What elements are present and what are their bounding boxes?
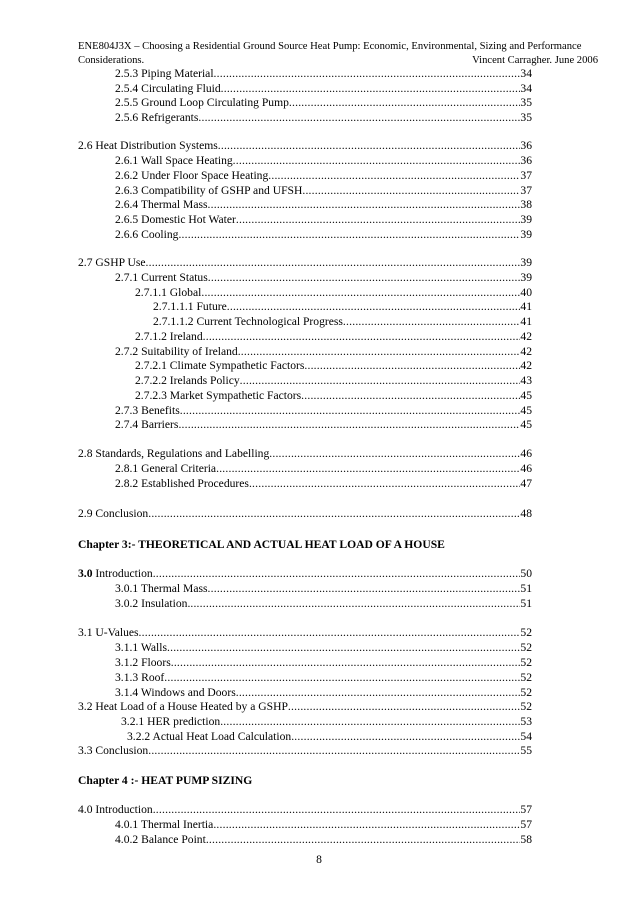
toc-entry-text: 2.7.4 Barriers [115, 418, 179, 431]
toc-entry-title [115, 417, 178, 432]
dot-leader [240, 373, 521, 388]
dot-leader [178, 227, 520, 242]
toc-entry-text: 2.5.6 Refrigerants [115, 111, 199, 124]
toc-entry-text: 3.2.2 Actual Heat Load Calculation [127, 730, 292, 743]
toc-entry-page: 37 [520, 184, 532, 197]
toc-entry-title [115, 227, 178, 242]
toc-entry[interactable] [78, 566, 532, 581]
toc-entry[interactable] [115, 581, 532, 596]
toc-entry-text: 2.8 Standards, Regulations and Labelling [78, 447, 270, 460]
toc-entry-title [115, 197, 208, 212]
toc-entry-page: 45 [520, 418, 532, 431]
dot-leader [291, 729, 520, 744]
toc-entry-page: 36 [520, 139, 532, 152]
toc-entry[interactable] [115, 640, 532, 655]
toc-entry-title [78, 566, 153, 581]
toc-entry-title [115, 640, 167, 655]
dot-leader [153, 566, 521, 581]
toc-entry-page: 52 [520, 671, 532, 684]
toc-entry-title [135, 388, 301, 403]
toc-entry-title [78, 743, 148, 758]
toc-entry-text: 3.1.4 Windows and Doors [115, 686, 236, 699]
dot-leader [236, 212, 521, 227]
toc-entry-page: 52 [520, 686, 532, 699]
toc-entry-page: 35 [520, 96, 532, 109]
toc-entry-text: 2.8.2 Established Procedures [115, 477, 249, 490]
dot-leader [220, 714, 520, 729]
toc-entry[interactable] [115, 227, 532, 242]
toc-entry-page: 53 [520, 715, 532, 728]
dot-leader [153, 802, 521, 817]
dot-leader [164, 670, 520, 685]
toc-entry-text: 3.1.1 Walls [115, 641, 167, 654]
toc-entry-text: 3.2 Heat Load of a House Heated by a GSHP [78, 700, 288, 713]
dot-leader [268, 168, 520, 183]
toc-entry-page: 42 [520, 330, 532, 343]
toc-entry-text: 2.7.1.1.2 Current Technological Progress [153, 315, 343, 328]
header-title: ENE804J3X – Choosing a Residential Ground Source Heat Pump: Economic, Environmental, Sizing and Performance [78, 41, 582, 52]
toc-entry-text: 2.6.6 Cooling [115, 228, 179, 241]
toc-entry-page: 39 [520, 213, 532, 226]
dot-leader [249, 476, 520, 491]
toc-entry-title [135, 285, 201, 300]
toc-entry-page: 39 [520, 256, 532, 269]
toc-entry-page: 47 [520, 477, 532, 490]
toc-entry-text: 2.7.2.3 Market Sympathetic Factors [135, 389, 302, 402]
toc-entry-page: 39 [520, 271, 532, 284]
toc-entry-text: 2.9 Conclusion [78, 507, 149, 520]
toc-entry-text: 3.1.3 Roof [115, 671, 165, 684]
toc-entry[interactable] [115, 817, 532, 832]
toc-entry-title [127, 729, 291, 744]
toc-entry-page: 40 [520, 286, 532, 299]
dot-leader [343, 314, 520, 329]
toc-entry[interactable] [127, 729, 532, 744]
toc-entry-text: 2.6.4 Thermal Mass [115, 198, 208, 211]
toc-entry-page: 38 [520, 198, 532, 211]
dot-leader [304, 358, 520, 373]
dot-leader [236, 685, 521, 700]
toc-entry-title [78, 699, 288, 714]
toc-entry-title [115, 95, 289, 110]
toc-entry-title [115, 183, 302, 198]
dot-leader [203, 329, 521, 344]
toc-entry-page: 34 [520, 82, 532, 95]
toc-entry-text: 2.7.1 Current Status [115, 271, 208, 284]
toc-entry-page: 46 [520, 447, 532, 460]
running-header [78, 40, 598, 68]
toc-entry-title [115, 461, 216, 476]
dot-leader [213, 817, 520, 832]
chapter-heading: Chapter 4 :- HEAT PUMP SIZING [78, 774, 253, 787]
toc-entry-title [115, 110, 198, 125]
toc-entry-text: 2.7.1.1.1 Future [153, 300, 227, 313]
toc-entry-title [78, 446, 269, 461]
toc-entry-title [115, 655, 171, 670]
toc-entry[interactable] [78, 255, 532, 270]
dot-leader [301, 388, 520, 403]
toc-entry-text: 2.5.5 Ground Loop Circulating Pump [115, 96, 289, 109]
toc-entry[interactable] [115, 110, 532, 125]
toc-entry-title [135, 329, 203, 344]
dot-leader [139, 625, 521, 640]
toc-entry[interactable] [115, 655, 532, 670]
toc-entry[interactable] [78, 625, 532, 640]
dot-leader [180, 403, 521, 418]
toc-entry[interactable] [135, 373, 532, 388]
dot-leader [208, 197, 521, 212]
toc-entry-page: 54 [520, 730, 532, 743]
toc-entry[interactable] [135, 329, 532, 344]
toc-entry-text: 3.0.1 Thermal Mass [115, 582, 208, 595]
toc-entry-text: 2.7.2 Suitability of Ireland [115, 345, 238, 358]
toc-entry[interactable] [78, 138, 532, 153]
toc-entry[interactable] [115, 596, 532, 611]
toc-entry-text: 2.5.3 Piping Material [115, 67, 214, 80]
toc-entry-page: 41 [520, 300, 532, 313]
toc-entry-title [78, 255, 146, 270]
page-number: 8 [316, 853, 322, 866]
toc-entry[interactable] [115, 461, 532, 476]
toc-entry-page: 51 [520, 597, 532, 610]
dot-leader [289, 95, 521, 110]
toc-entry-title [153, 299, 227, 314]
toc-entry-text: 4.0.2 Balance Point [115, 833, 206, 846]
toc-entry-page: 45 [520, 389, 532, 402]
toc-entry[interactable] [135, 285, 532, 300]
toc-entry[interactable] [115, 197, 532, 212]
toc-entry-text: 2.7.3 Benefits [115, 404, 180, 417]
toc-entry-page: 48 [520, 507, 532, 520]
toc-entry-text: 2.6 Heat Distribution Systems [78, 139, 218, 152]
toc-entry-title [115, 596, 190, 611]
dot-leader [178, 417, 520, 432]
toc-entry-page: 57 [520, 803, 532, 816]
toc-entry-text: 2.6.2 Under Floor Space Heating [115, 169, 269, 182]
toc-entry-number: 3.0 [78, 567, 96, 580]
dot-leader [233, 153, 521, 168]
toc-entry-text: 2.6.3 Compatibility of GSHP and UFSH [115, 184, 303, 197]
toc-entry-page: 55 [520, 744, 532, 757]
toc-entry-page: 37 [520, 169, 532, 182]
toc-entry[interactable] [115, 344, 532, 359]
toc-entry-page: 46 [520, 462, 532, 475]
toc-entry[interactable] [115, 212, 532, 227]
toc-entry-title [153, 314, 343, 329]
toc-entry[interactable] [115, 832, 532, 847]
toc-entry[interactable] [78, 506, 532, 521]
dot-leader [216, 461, 520, 476]
toc-entry-text: 2.6.5 Domestic Hot Water [115, 213, 236, 226]
toc-entry-text: 2.7.2.2 Irelands Policy [135, 374, 240, 387]
dot-leader [146, 255, 521, 270]
toc-entry[interactable] [153, 299, 532, 314]
toc-entry-text: 2.5.4 Circulating Fluid [115, 82, 221, 95]
toc-entry-text: 2.6.1 Wall Space Heating [115, 154, 233, 167]
toc-entry[interactable] [135, 358, 532, 373]
dot-leader [167, 640, 520, 655]
toc-entry-page: 39 [520, 228, 532, 241]
dot-leader [148, 743, 520, 758]
toc-entry-page: 51 [520, 582, 532, 595]
toc-entry-title [135, 358, 304, 373]
dot-leader [302, 183, 520, 198]
header-subtitle: Considerations. [78, 55, 145, 66]
toc-entry[interactable] [78, 699, 532, 714]
toc-entry-title [115, 270, 208, 285]
toc-entry-title [78, 625, 139, 640]
toc-entry-text: 3.0.2 Insulation. [115, 597, 191, 610]
dot-leader [221, 81, 521, 96]
dot-leader [208, 581, 521, 596]
toc-entry-page: 42 [520, 359, 532, 372]
toc-entry-page: 57 [520, 818, 532, 831]
toc-entry-text: 2.7.2.1 Climate Sympathetic Factors [135, 359, 305, 372]
header-author-date: Vincent Carragher. June 2006 [472, 55, 598, 66]
toc-entry-text: 4.0 Introduction [78, 803, 153, 816]
toc-entry[interactable] [78, 446, 532, 461]
toc-entry-text: 3.2.1 HER prediction [121, 715, 221, 728]
toc-entry-title [115, 832, 206, 847]
toc-entry-page: 36 [520, 154, 532, 167]
toc-entry-text: 3.3 Conclusion [78, 744, 149, 757]
toc-entry[interactable] [115, 476, 532, 491]
dot-leader [208, 270, 521, 285]
toc-entry-title [78, 506, 148, 521]
toc-entry[interactable] [115, 685, 532, 700]
toc-entry-title [115, 81, 221, 96]
toc-entry-page: 58 [520, 833, 532, 846]
toc-entry-page: 35 [520, 111, 532, 124]
dot-leader [171, 655, 521, 670]
toc-entry-title [115, 66, 214, 81]
toc-entry[interactable] [121, 714, 532, 729]
toc-entry-page: 34 [520, 67, 532, 80]
toc-entry-page: 52 [520, 641, 532, 654]
toc-entry-title [115, 153, 233, 168]
toc-entry[interactable] [115, 66, 532, 81]
dot-leader [206, 832, 521, 847]
toc-entry-title [115, 581, 208, 596]
toc-entry-title [115, 168, 268, 183]
toc-entry-text: 2.7.1.2 Ireland [135, 330, 203, 343]
dot-leader [198, 110, 520, 125]
toc-entry-page: 45 [520, 404, 532, 417]
toc-entry[interactable] [78, 802, 532, 817]
toc-entry-title [78, 802, 153, 817]
toc-entry-title [115, 344, 238, 359]
dot-leader [218, 138, 521, 153]
toc-entry-page: 52 [520, 626, 532, 639]
toc-entry-text: 2.7.1.1 Global [135, 286, 202, 299]
dot-leader [148, 506, 520, 521]
toc-entry[interactable] [115, 81, 532, 96]
toc-entry[interactable] [153, 314, 532, 329]
dot-leader [269, 446, 520, 461]
dot-leader [288, 699, 520, 714]
toc-entry-page: 41 [520, 315, 532, 328]
dot-leader [214, 66, 521, 81]
toc-entry[interactable] [78, 743, 532, 758]
toc-entry-text: 2.8.1 General Criteria [115, 462, 217, 475]
toc-entry-title [115, 817, 213, 832]
toc-entry-title [121, 714, 220, 729]
toc-entry[interactable] [115, 270, 532, 285]
toc-entry-page: 50 [520, 567, 532, 580]
toc-entry-page: 43 [520, 374, 532, 387]
dot-leader [201, 285, 520, 300]
toc-entry[interactable] [115, 417, 532, 432]
toc-entry-title [135, 373, 240, 388]
toc-entry-page: 52 [520, 656, 532, 669]
toc-entry-text: 2.7 GSHP Use [78, 256, 146, 269]
toc-entry[interactable] [135, 388, 532, 403]
toc-entry-page: 42 [520, 345, 532, 358]
dot-leader [238, 344, 521, 359]
toc-entry[interactable] [115, 403, 532, 418]
toc-entry[interactable] [115, 670, 532, 685]
toc-entry-text: 4.0.1 Thermal Inertia [115, 818, 214, 831]
dot-leader [190, 596, 520, 611]
chapter-heading: Chapter 3:- THEORETICAL AND ACTUAL HEAT LOAD OF A HOUSE [78, 538, 445, 551]
toc-entry[interactable] [115, 183, 532, 198]
toc-entry-title [115, 476, 249, 491]
toc-entry-text: Introduction [95, 567, 153, 580]
toc-entry[interactable] [115, 153, 532, 168]
toc-entry-title [78, 138, 218, 153]
toc-entry-title [115, 685, 236, 700]
dot-leader [227, 299, 521, 314]
toc-entry-text: 3.1.2 Floors [115, 656, 171, 669]
toc-entry-title [115, 403, 180, 418]
toc-entry[interactable] [115, 95, 532, 110]
toc-entry-text: 3.1 U-Values [78, 626, 139, 639]
toc-entry-title [115, 212, 236, 227]
toc-entry-title [115, 670, 164, 685]
toc-entry[interactable] [115, 168, 532, 183]
toc-entry-page: 52 [520, 700, 532, 713]
